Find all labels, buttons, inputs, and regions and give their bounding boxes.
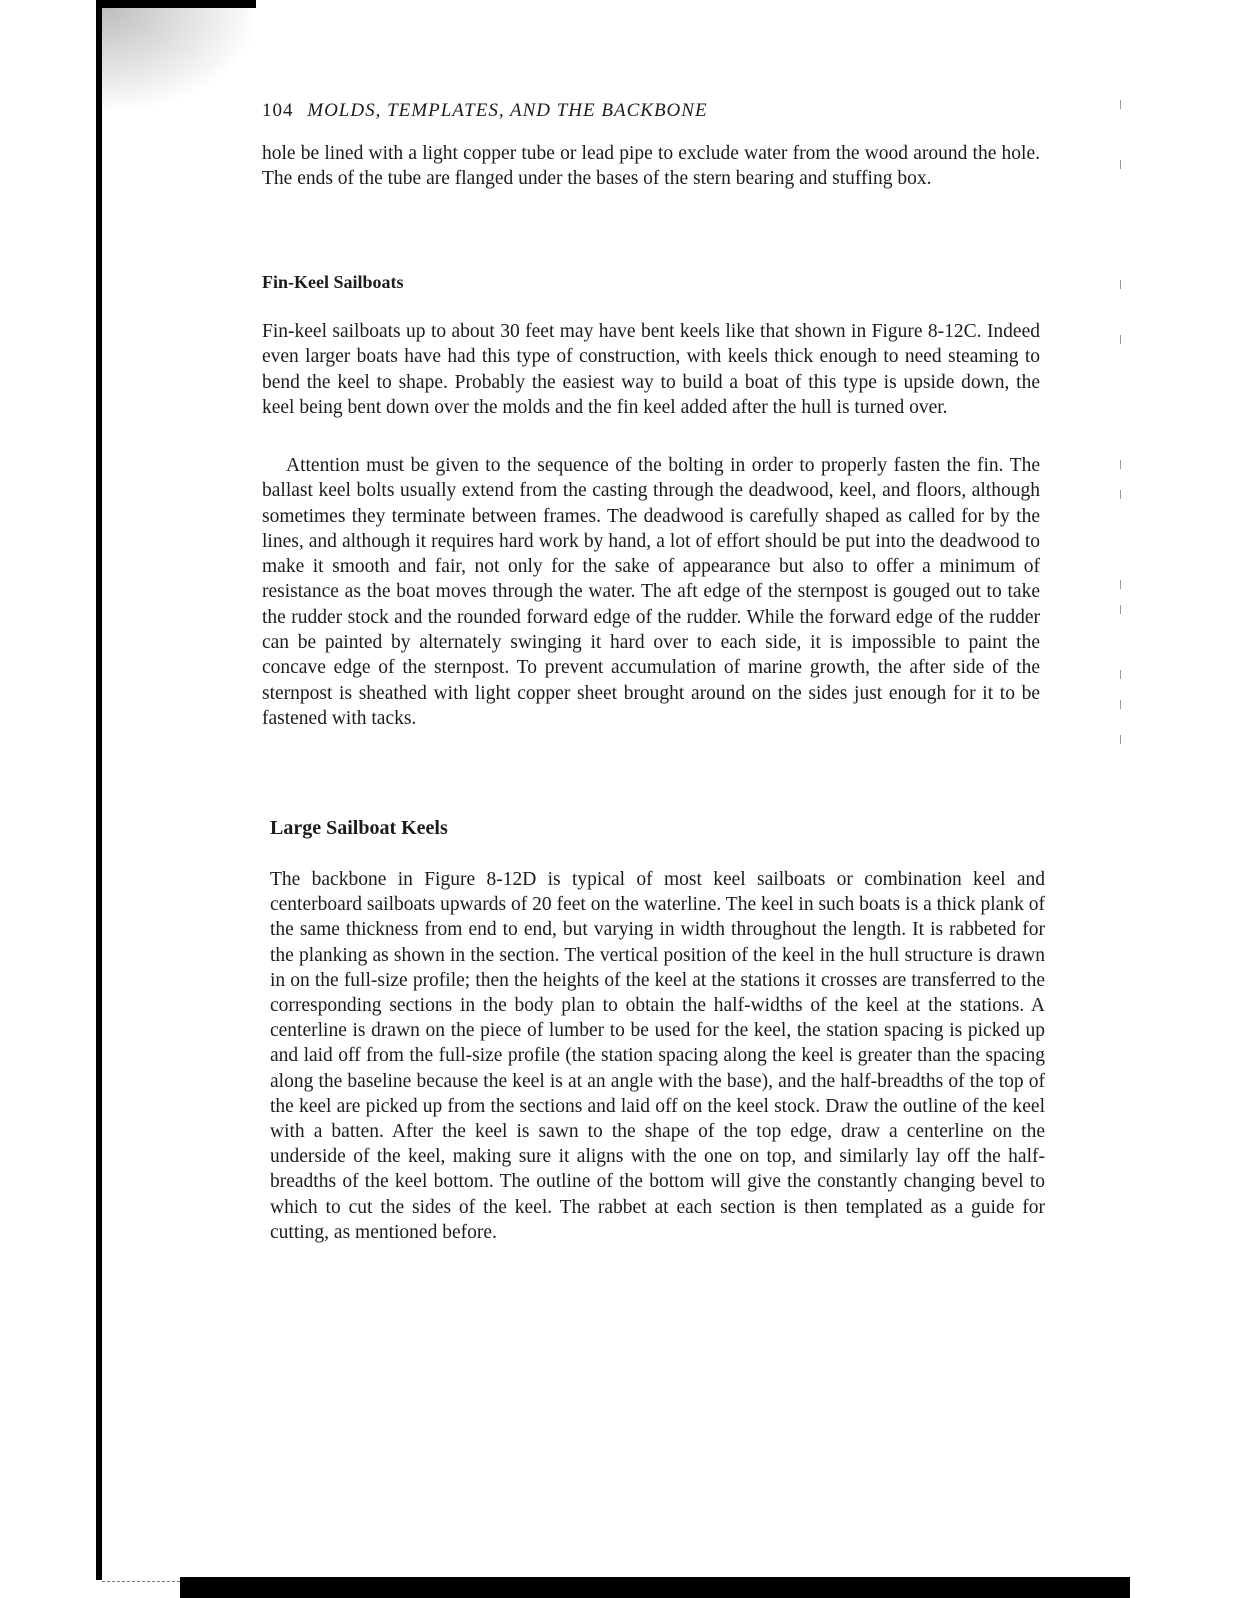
- margin-specks: [1116, 60, 1126, 820]
- chapter-title: MOLDS, TEMPLATES, AND THE BACKBONE: [307, 100, 708, 121]
- scan-bottom-dash: [102, 1581, 180, 1582]
- scan-bottom-edge: [180, 1577, 1130, 1598]
- continuation-paragraph: hole be lined with a light copper tube or lead pipe to exclude water from the wood around the hole. The ends of the tube are flanged under the bases of the stern bearing and stuffing box.: [262, 143, 1040, 190]
- large-keel-paragraph-1: The backbone in Figure 8-12D is typical of most keel sailboats or combination keel and centerboard sailboats upwards of 20 feet on the waterline. The keel in such boats is a thick plank of the same thickness from end to end, but varying in width throughout the length. It is rabbeted for the planking as shown in the section. The vertical position of the keel in the hull structure is drawn in on the full-size profile; then the heights of the keel at the stations it crosses are transferred to the corresponding sections in the body plan to obtain the half-widths of the keel at the stations. A centerline is drawn on the piece of lumber to be used for the keel, the station spacing is picked up and laid off from the full-size profile (the station spacing along the keel is greater than the spacing along the baseline because the keel is at an angle with the base), and the half-breadths of the top of the keel are picked up from the sections and laid off on the keel stock. Draw the outline of the keel with a batten. After the keel is sawn to the shape of the top edge, draw a centerline on the underside of the keel, making sure it aligns with the one on top, and similarly lay off the half-breadths of the keel bottom. The outline of the bottom will give the constantly changing bevel to which to cut the sides of the keel. The rabbet at each section is then templated as a guide for cutting, as mentioned before.: [270, 869, 1045, 1243]
- fin-keel-paragraph-2: Attention must be given to the sequence of the bolting in order to properly fasten the fin. The ballast keel bolts usually extend from the casting through the deadwood, keel, and floors, although sometimes they terminate between frames. The deadwood is carefully shaped as called for by the lines, and although it requires hard work by hand, a lot of effort should be put into the deadwood to make it smooth and fair, not only for the sake of appearance but also to offer a minimum of resistance as the boat moves through the water. The aft edge of the sternpost is gouged out to take the rudder stock and the rounded forward edge of the rudder. While the forward edge of the rudder can be painted by alternately swinging it hard over to each side, it is impossible to paint the concave edge of the sternpost. To prevent accumulation of marine growth, the after side of the sternpost is sheathed with light copper sheet brought around on the sides just enough for it to be fastened with tacks.: [262, 455, 1040, 729]
- section-heading-fin-keel: Fin-Keel Sailboats: [262, 272, 404, 292]
- scan-top-edge: [96, 0, 256, 8]
- page-number: 104: [262, 100, 294, 121]
- running-head: [262, 100, 708, 122]
- section-heading-large-keels: Large Sailboat Keels: [270, 817, 448, 839]
- fin-keel-paragraph-1: Fin-keel sailboats up to about 30 feet may have bent keels like that shown in Figure 8-12C. Indeed even larger boats have had this type of construction, with keels thick enough to need steaming to bend the keel to shape. Probably the easiest way to build a boat of this type is upside down, the keel being bent down over the molds and the fin keel added after the hull is turned over.: [262, 321, 1040, 418]
- scan-left-edge: [96, 0, 102, 1580]
- scan-corner-shade: [102, 8, 252, 108]
